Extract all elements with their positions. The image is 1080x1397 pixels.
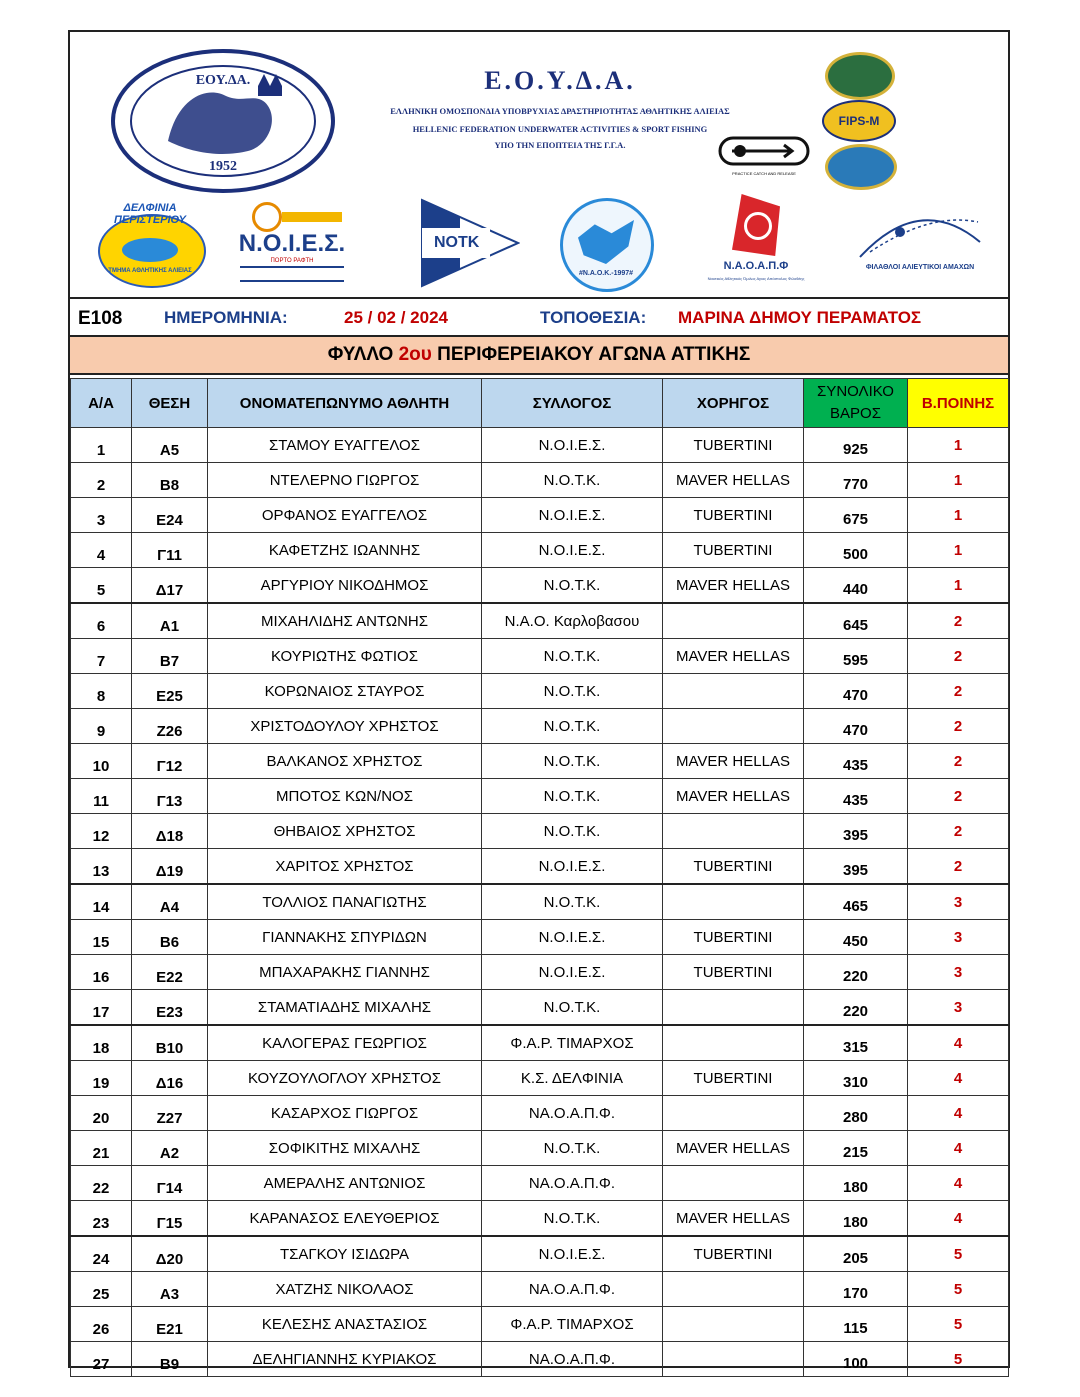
row-sponsor [663, 1025, 804, 1061]
col-sponsor: ΧΟΡΗΓΟΣ [663, 379, 804, 428]
row-club: Ν.Ο.Ι.Ε.Σ. [482, 955, 663, 990]
row-position: Γ11 [132, 533, 208, 568]
row-athlete-name: ΜΙΧΑΗΛΙΔΗΣ ΑΝΤΩΝΗΣ [208, 603, 482, 639]
sheet-code: E108 [78, 308, 123, 329]
row-penalty-points: 5 [908, 1236, 1009, 1272]
row-athlete-name: ΜΠΑΧΑΡΑΚΗΣ ΓΙΑΝΝΗΣ [208, 955, 482, 990]
row-aa: 23 [71, 1201, 132, 1237]
table-row [71, 1131, 1009, 1166]
row-penalty-points: 4 [908, 1061, 1009, 1096]
row-sponsor: TUBERTINI [663, 1061, 804, 1096]
row-total-weight: 395 [804, 849, 908, 885]
row-athlete-name: ΧΑΤΖΗΣ ΝΙΚΟΛΑΟΣ [208, 1272, 482, 1307]
row-athlete-name: ΚΑΡΑΝΑΣΟΣ ΕΛΕΥΘΕΡΙΟΣ [208, 1201, 482, 1237]
row-club: Ν.Ο.Τ.Κ. [482, 639, 663, 674]
row-aa: 25 [71, 1272, 132, 1307]
row-penalty-points: 3 [908, 920, 1009, 955]
notk-pennant-logo: NOTK [420, 198, 520, 288]
row-position: Δ18 [132, 814, 208, 849]
table-row [71, 1061, 1009, 1096]
row-athlete-name: ΤΟΛΛΙΟΣ ΠΑΝΑΓΙΩΤΗΣ [208, 884, 482, 920]
row-aa: 11 [71, 779, 132, 814]
row-club: Ν.Ο.Τ.Κ. [482, 709, 663, 744]
row-aa: 27 [71, 1342, 132, 1377]
row-athlete-name: ΝΤΕΛΕΡΝΟ ΓΙΩΡΓΟΣ [208, 463, 482, 498]
row-athlete-name: ΚΑΣΑΡΧΟΣ ΓΙΩΡΓΟΣ [208, 1096, 482, 1131]
table-row [71, 814, 1009, 849]
row-sponsor: TUBERTINI [663, 498, 804, 533]
row-total-weight: 770 [804, 463, 908, 498]
row-aa: 9 [71, 709, 132, 744]
row-penalty-points: 5 [908, 1272, 1009, 1307]
col-total-weight-line2: ΒΑΡΟΣ [830, 405, 881, 422]
row-athlete-name: ΚΟΡΩΝΑΙΟΣ ΣΤΑΥΡΟΣ [208, 674, 482, 709]
row-total-weight: 435 [804, 779, 908, 814]
row-total-weight: 465 [804, 884, 908, 920]
row-total-weight: 280 [804, 1096, 908, 1131]
row-penalty-points: 4 [908, 1096, 1009, 1131]
row-total-weight: 115 [804, 1307, 908, 1342]
row-penalty-points: 1 [908, 428, 1009, 463]
location-value: ΜΑΡΙΝΑ ΔΗΜΟΥ ΠΕΡΑΜΑΤΟΣ [678, 308, 922, 327]
row-club: Ν.Ο.Ι.Ε.Σ. [482, 533, 663, 568]
row-penalty-points: 2 [908, 709, 1009, 744]
row-aa: 8 [71, 674, 132, 709]
row-position: Α1 [132, 603, 208, 639]
row-club: Φ.Α.Ρ. ΤΙΜΑΡΧΟΣ [482, 1307, 663, 1342]
row-athlete-name: ΚΟΥΡΙΩΤΗΣ ΦΩΤΙΟΣ [208, 639, 482, 674]
row-sponsor [663, 603, 804, 639]
results-table [70, 378, 1009, 1377]
row-penalty-points: 3 [908, 955, 1009, 990]
row-penalty-points: 1 [908, 533, 1009, 568]
row-total-weight: 470 [804, 709, 908, 744]
svg-text:1952: 1952 [209, 159, 237, 174]
table-header-row [71, 379, 1009, 428]
row-athlete-name: ΚΕΛΕΣΗΣ ΑΝΑΣΤΑΣΙΟΣ [208, 1307, 482, 1342]
col-penalty-points: Β.ΠΟΙΝΗΣ [908, 379, 1009, 428]
row-athlete-name: ΣΤΑΜΑΤΙΑΔΗΣ ΜΙΧΑΛΗΣ [208, 990, 482, 1026]
row-club: ΝΑ.Ο.Α.Π.Φ. [482, 1272, 663, 1307]
row-aa: 4 [71, 533, 132, 568]
row-club: Ν.Α.Ο. Καρλοβασου [482, 603, 663, 639]
row-sponsor [663, 1307, 804, 1342]
row-sponsor: TUBERTINI [663, 849, 804, 885]
row-total-weight: 470 [804, 674, 908, 709]
row-aa: 17 [71, 990, 132, 1026]
row-club: Ν.Ο.Τ.Κ. [482, 674, 663, 709]
naok-karlovasi-logo: #Ν.Α.Ο.Κ.-1997# [556, 198, 656, 290]
results-body [71, 428, 1009, 1377]
federation-abbreviation: Ε.Ο.Υ.Δ.Α. [484, 66, 636, 95]
fips-sea-badge-logo [825, 144, 897, 190]
col-club: ΣΥΛΛΟΓΟΣ [482, 379, 663, 428]
row-athlete-name: ΧΑΡΙΤΟΣ ΧΡΗΣΤΟΣ [208, 849, 482, 885]
table-row [71, 1342, 1009, 1377]
row-sponsor [663, 814, 804, 849]
row-sponsor: TUBERTINI [663, 533, 804, 568]
table-row [71, 603, 1009, 639]
row-penalty-points: 1 [908, 463, 1009, 498]
fips-m-badge-logo: FIPS-M [822, 100, 896, 142]
row-athlete-name: ΤΣΑΓΚΟΥ ΙΣΙΔΩΡΑ [208, 1236, 482, 1272]
row-club: Ν.Ο.Ι.Ε.Σ. [482, 849, 663, 885]
row-aa: 19 [71, 1061, 132, 1096]
catch-release-logo [718, 136, 810, 176]
row-penalty-points: 2 [908, 674, 1009, 709]
row-total-weight: 645 [804, 603, 908, 639]
date-value: 25 / 02 / 2024 [344, 308, 448, 327]
row-club: Ν.Ο.Τ.Κ. [482, 990, 663, 1026]
row-sponsor: TUBERTINI [663, 428, 804, 463]
table-row [71, 463, 1009, 498]
row-aa: 21 [71, 1131, 132, 1166]
row-penalty-points: 2 [908, 779, 1009, 814]
row-sponsor [663, 1342, 804, 1377]
row-penalty-points: 1 [908, 498, 1009, 533]
row-total-weight: 310 [804, 1061, 908, 1096]
row-club: Κ.Σ. ΔΕΛΦΙΝΙΑ [482, 1061, 663, 1096]
row-sponsor: TUBERTINI [663, 1236, 804, 1272]
row-club: Ν.Ο.Τ.Κ. [482, 744, 663, 779]
table-row [71, 744, 1009, 779]
date-label: ΗΜΕΡΟΜΗΝΙΑ: [164, 308, 288, 327]
row-total-weight: 205 [804, 1236, 908, 1272]
col-aa: Α/Α [71, 379, 132, 428]
row-position: Γ15 [132, 1201, 208, 1237]
table-row [71, 1166, 1009, 1201]
table-row [71, 709, 1009, 744]
row-athlete-name: ΘΗΒΑΙΟΣ ΧΡΗΣΤΟΣ [208, 814, 482, 849]
row-position: Ε23 [132, 990, 208, 1026]
row-aa: 1 [71, 428, 132, 463]
row-penalty-points: 2 [908, 814, 1009, 849]
table-row [71, 1201, 1009, 1237]
row-sponsor: TUBERTINI [663, 920, 804, 955]
row-aa: 15 [71, 920, 132, 955]
row-total-weight: 440 [804, 568, 908, 604]
row-position: Δ19 [132, 849, 208, 885]
row-penalty-points: 2 [908, 639, 1009, 674]
row-total-weight: 595 [804, 639, 908, 674]
location-label: ΤΟΠΟΘΕΣΙΑ: [540, 308, 647, 327]
row-position: Γ14 [132, 1166, 208, 1201]
row-aa: 12 [71, 814, 132, 849]
row-position: Γ12 [132, 744, 208, 779]
row-sponsor: MAVER HELLAS [663, 568, 804, 604]
row-total-weight: 315 [804, 1025, 908, 1061]
row-penalty-points: 4 [908, 1166, 1009, 1201]
row-penalty-points: 3 [908, 990, 1009, 1026]
col-total-weight [804, 379, 908, 428]
row-athlete-name: ΑΡΓΥΡΙΟΥ ΝΙΚΟΔΗΜΟΣ [208, 568, 482, 604]
row-penalty-points: 1 [908, 568, 1009, 604]
row-club: Ν.Ο.Τ.Κ. [482, 814, 663, 849]
row-athlete-name: ΧΡΙΣΤΟΔΟΥΛΟΥ ΧΡΗΣΤΟΣ [208, 709, 482, 744]
banner-prefix: ΦΥΛΛΟ [327, 344, 399, 365]
row-penalty-points: 2 [908, 603, 1009, 639]
federation-supervision: ΥΠΟ ΤΗΝ ΕΠΟΠΤΕΙΑ ΤΗΣ Γ.Γ.Α. [494, 140, 626, 150]
row-athlete-name: ΔΕΛΗΓΙΑΝΝΗΣ ΚΥΡΙΑΚΟΣ [208, 1342, 482, 1377]
row-club: Ν.Ο.Ι.Ε.Σ. [482, 1236, 663, 1272]
table-row [71, 884, 1009, 920]
row-athlete-name: ΒΑΛΚΑΝΟΣ ΧΡΗΣΤΟΣ [208, 744, 482, 779]
row-sponsor [663, 1096, 804, 1131]
table-row [71, 674, 1009, 709]
sheet-title-banner [70, 337, 1008, 375]
federation-seal-logo [108, 46, 338, 196]
delfinia-logo: ΔΕΛΦΙΝΙΑ ΠΕΡΙΣΤΕΡΙΟΥ ΤΜΗΜΑ ΑΘΛΗΤΙΚΗΣ ΑΛΙΕΙΑΣ [92, 200, 208, 286]
row-sponsor [663, 1272, 804, 1307]
naoapf-logo: Ν.Α.Ο.Α.Π.Φ Ναυτικός Αθλητικός Όμιλος Αγιος Απόστολος Φιλοθέης [694, 192, 818, 290]
row-sponsor: MAVER HELLAS [663, 639, 804, 674]
row-penalty-points: 4 [908, 1131, 1009, 1166]
row-athlete-name: ΟΡΦΑΝΟΣ ΕΥΑΓΓΕΛΟΣ [208, 498, 482, 533]
row-athlete-name: ΣΟΦΙΚΙΤΗΣ ΜΙΧΑΛΗΣ [208, 1131, 482, 1166]
federation-name-english: HELLENIC FEDERATION UNDERWATER ACTIVITIES & SPORT FISHING [412, 124, 708, 134]
row-position: Β6 [132, 920, 208, 955]
table-row [71, 428, 1009, 463]
row-athlete-name: ΚΑΛΟΓΕΡΑΣ ΓΕΩΡΓΙΟΣ [208, 1025, 482, 1061]
row-position: Α4 [132, 884, 208, 920]
row-penalty-points: 2 [908, 849, 1009, 885]
row-position: Ε25 [132, 674, 208, 709]
row-athlete-name: ΜΠΟΤΟΣ ΚΩΝ/ΝΟΣ [208, 779, 482, 814]
row-total-weight: 450 [804, 920, 908, 955]
row-position: Β7 [132, 639, 208, 674]
row-aa: 7 [71, 639, 132, 674]
row-position: Α3 [132, 1272, 208, 1307]
table-row [71, 639, 1009, 674]
row-athlete-name: ΓΙΑΝΝΑΚΗΣ ΣΠΥΡΙΔΩΝ [208, 920, 482, 955]
col-total-weight-line1: ΣΥΝΟΛΙΚΟ [817, 383, 894, 400]
row-sponsor [663, 709, 804, 744]
row-aa: 16 [71, 955, 132, 990]
table-row [71, 1272, 1009, 1307]
row-sponsor [663, 990, 804, 1026]
noies-logo: Ν.Ο.Ι.Ε.Σ. ΠΟΡΤΟ ΡΑΦΤΗ [232, 200, 352, 286]
row-club: Ν.Ο.Τ.Κ. [482, 568, 663, 604]
row-aa: 13 [71, 849, 132, 885]
row-position: Ε22 [132, 955, 208, 990]
row-position: Γ13 [132, 779, 208, 814]
table-row [71, 920, 1009, 955]
row-penalty-points: 4 [908, 1201, 1009, 1237]
table-row [71, 955, 1009, 990]
row-penalty-points: 5 [908, 1342, 1009, 1377]
row-athlete-name: ΚΟΥΖΟΥΛΟΓΛΟΥ ΧΡΗΣΤΟΣ [208, 1061, 482, 1096]
col-position: ΘΕΣΗ [132, 379, 208, 428]
row-club: ΝΑ.Ο.Α.Π.Φ. [482, 1166, 663, 1201]
col-name: ΟΝΟΜΑΤΕΠΩΝΥΜΟ ΑΘΛΗΤΗ [208, 379, 482, 428]
table-row [71, 533, 1009, 568]
row-total-weight: 180 [804, 1201, 908, 1237]
row-sponsor: MAVER HELLAS [663, 463, 804, 498]
row-total-weight: 215 [804, 1131, 908, 1166]
row-penalty-points: 4 [908, 1025, 1009, 1061]
row-total-weight: 100 [804, 1342, 908, 1377]
row-club: ΝΑ.Ο.Α.Π.Φ. [482, 1096, 663, 1131]
row-total-weight: 675 [804, 498, 908, 533]
row-position: Ζ27 [132, 1096, 208, 1131]
row-sponsor [663, 674, 804, 709]
row-total-weight: 220 [804, 955, 908, 990]
row-aa: 2 [71, 463, 132, 498]
table-row [71, 1025, 1009, 1061]
row-total-weight: 180 [804, 1166, 908, 1201]
row-aa: 6 [71, 603, 132, 639]
row-aa: 10 [71, 744, 132, 779]
row-club: Ν.Ο.Τ.Κ. [482, 884, 663, 920]
row-total-weight: 500 [804, 533, 908, 568]
row-sponsor [663, 1166, 804, 1201]
row-position: Ε24 [132, 498, 208, 533]
row-sponsor: TUBERTINI [663, 955, 804, 990]
row-total-weight: 220 [804, 990, 908, 1026]
catch-release-caption: PRACTICE CATCH AND RELEASE [732, 171, 796, 176]
table-row [71, 990, 1009, 1026]
row-position: Β9 [132, 1342, 208, 1377]
row-club: Ν.Ο.Τ.Κ. [482, 779, 663, 814]
row-total-weight: 925 [804, 428, 908, 463]
row-aa: 24 [71, 1236, 132, 1272]
row-aa: 3 [71, 498, 132, 533]
row-aa: 22 [71, 1166, 132, 1201]
table-row [71, 1096, 1009, 1131]
table-row [71, 568, 1009, 604]
row-position: Β8 [132, 463, 208, 498]
row-sponsor: MAVER HELLAS [663, 1131, 804, 1166]
row-total-weight: 170 [804, 1272, 908, 1307]
row-club: Φ.Α.Ρ. ΤΙΜΑΡΧΟΣ [482, 1025, 663, 1061]
row-athlete-name: ΣΤΑΜΟΥ ΕΥΑΓΓΕΛΟΣ [208, 428, 482, 463]
table-row [71, 1236, 1009, 1272]
row-position: Ε21 [132, 1307, 208, 1342]
table-row [71, 779, 1009, 814]
row-position: Ζ26 [132, 709, 208, 744]
row-aa: 26 [71, 1307, 132, 1342]
row-sponsor: MAVER HELLAS [663, 1201, 804, 1237]
row-club: Ν.Ο.Ι.Ε.Σ. [482, 498, 663, 533]
federation-name-greek: ΕΛΛΗΝΙΚΗ ΟΜΟΣΠΟΝΔΙΑ ΥΠΟΒΡΥΧΙΑΣ ΔΡΑΣΤΗΡΙΟΤΗΤΑΣ ΑΘΛΗΤΙΚΗΣ ΑΛΙΕΙΑΣ [390, 106, 730, 116]
row-position: Δ16 [132, 1061, 208, 1096]
row-penalty-points: 2 [908, 744, 1009, 779]
row-position: Α2 [132, 1131, 208, 1166]
row-club: Ν.Ο.Ι.Ε.Σ. [482, 920, 663, 955]
row-club: ΝΑ.Ο.Α.Π.Φ. [482, 1342, 663, 1377]
row-club: Ν.Ο.Ι.Ε.Σ. [482, 428, 663, 463]
row-athlete-name: ΑΜΕΡΑΛΗΣ ΑΝΤΩΝΙΟΣ [208, 1166, 482, 1201]
table-row [71, 849, 1009, 885]
row-aa: 20 [71, 1096, 132, 1131]
row-sponsor [663, 884, 804, 920]
table-row [71, 498, 1009, 533]
row-position: Α5 [132, 428, 208, 463]
letterhead [70, 32, 1008, 295]
row-penalty-points: 5 [908, 1307, 1009, 1342]
row-aa: 14 [71, 884, 132, 920]
table-row [71, 1307, 1009, 1342]
filathloi-alieftikoi-logo: ΦΙΛΑΘΛΟΙ ΑΛΙΕΥΤΙΚΟΙ ΑΜΑΧΩΝ [850, 202, 990, 288]
row-position: Δ20 [132, 1236, 208, 1272]
svg-text:ΕΟΥ.ΔΑ.: ΕΟΥ.ΔΑ. [195, 73, 251, 88]
row-club: Ν.Ο.Τ.Κ. [482, 463, 663, 498]
results-sheet [68, 30, 1010, 1373]
globe-badge-logo [825, 52, 895, 100]
row-aa: 5 [71, 568, 132, 604]
row-position: Δ17 [132, 568, 208, 604]
banner-highlight: 2ου [398, 344, 432, 365]
row-aa: 18 [71, 1025, 132, 1061]
row-club: Ν.Ο.Τ.Κ. [482, 1131, 663, 1166]
row-total-weight: 435 [804, 744, 908, 779]
row-sponsor: MAVER HELLAS [663, 744, 804, 779]
row-penalty-points: 3 [908, 884, 1009, 920]
banner-suffix: ΠΕΡΙΦΕΡΕΙΑΚΟΥ ΑΓΩΝΑ ΑΤΤΙΚΗΣ [431, 344, 751, 365]
info-row [70, 297, 1008, 337]
row-sponsor: MAVER HELLAS [663, 779, 804, 814]
row-total-weight: 395 [804, 814, 908, 849]
row-club: Ν.Ο.Τ.Κ. [482, 1201, 663, 1237]
row-athlete-name: ΚΑΦΕΤΖΗΣ ΙΩΑΝΝΗΣ [208, 533, 482, 568]
row-position: Β10 [132, 1025, 208, 1061]
